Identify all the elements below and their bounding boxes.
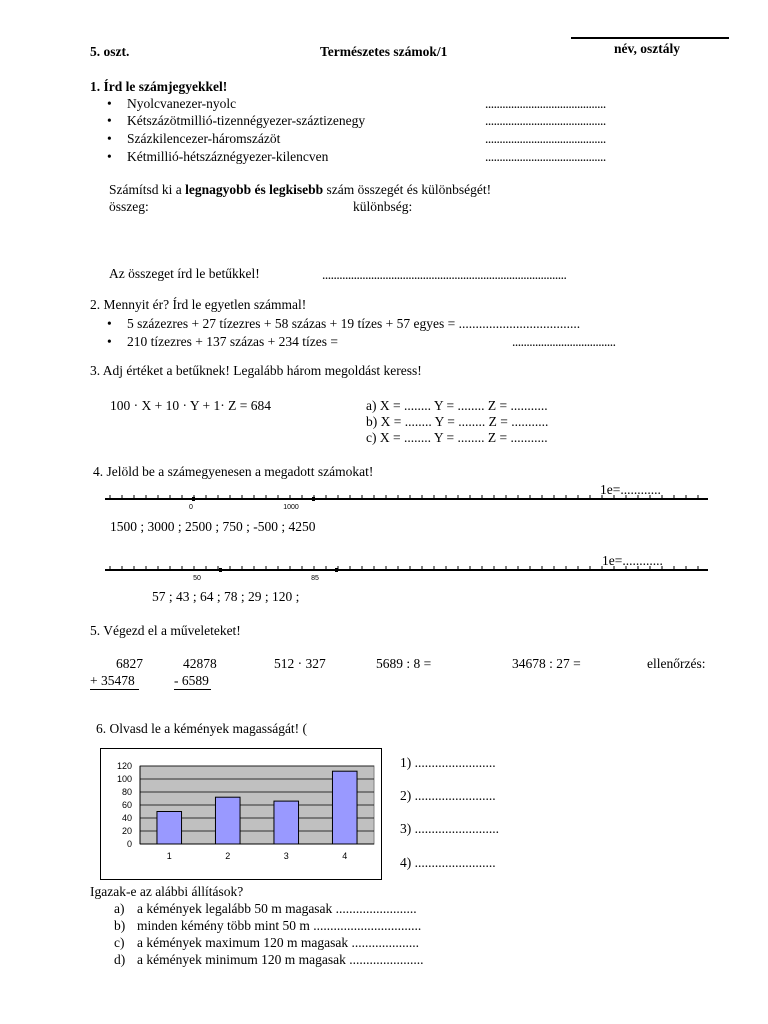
number-line-1[interactable] bbox=[100, 490, 712, 514]
q3-answer-a[interactable]: a) X = ........ Y = ........ Z = ........... bbox=[366, 398, 548, 413]
x-tick-label: 1 bbox=[166, 851, 172, 861]
q1-item: • Kétmillió-hétszáznégyezer-kilencven bbox=[127, 149, 328, 165]
q6-title: 6. Olvasd le a kémények magasságát! ( bbox=[96, 721, 308, 736]
fifty-mark bbox=[219, 568, 222, 572]
letters-answer-line[interactable]: ..................................................................................... bbox=[322, 267, 567, 282]
q1-item: • Százkilencezer-háromszázöt bbox=[127, 131, 280, 147]
division-1: 5689 : 8 = bbox=[376, 656, 432, 671]
y-tick-label: 80 bbox=[121, 787, 132, 797]
addition-top: 6827 bbox=[116, 656, 143, 671]
y-tick-label: 0 bbox=[126, 839, 132, 849]
difference-label: különbség: bbox=[353, 199, 413, 214]
chart-answer-3[interactable]: 3) ......................... bbox=[400, 821, 499, 836]
q1-item: • Kétszázötmillió-tizennégyezer-száztizenegy bbox=[127, 113, 365, 129]
q1-title: 1. Írd le számjegyekkel! bbox=[90, 79, 228, 94]
y-tick-label: 40 bbox=[121, 813, 132, 823]
q3-answer-b[interactable]: b) X = ........ Y = ........ Z = ........... bbox=[366, 414, 549, 429]
thousand-mark bbox=[312, 497, 315, 501]
bar-chimney-2 bbox=[215, 797, 240, 844]
chart-answer-4[interactable]: 4) ........................ bbox=[400, 855, 496, 870]
eighty-five-mark bbox=[335, 568, 338, 572]
q1-answer-line[interactable]: .......................................... bbox=[485, 113, 606, 128]
q4-title: 4. Jelöld be a számegyenesen a megadott számokat! bbox=[93, 464, 374, 479]
unit-label-2[interactable]: 1e=............ bbox=[602, 553, 663, 568]
bar-chimney-1 bbox=[157, 812, 182, 845]
statement-label: a) bbox=[114, 901, 125, 916]
q2-title: 2. Mennyit ér? Írd le egyetlen számmal! bbox=[90, 297, 307, 312]
tick-label-0: 0 bbox=[189, 504, 193, 511]
q2-answer-line[interactable]: .................................... bbox=[512, 334, 616, 349]
unit-label-1[interactable]: 1e=............ bbox=[600, 482, 661, 497]
q3-answer-c[interactable]: c) X = ........ Y = ........ Z = ........... bbox=[366, 430, 548, 445]
y-tick-label: 60 bbox=[121, 800, 132, 810]
multiplication: 512 · 327 bbox=[274, 656, 326, 671]
statement-a[interactable]: a kémények legalább 50 m magasak ........................ bbox=[137, 901, 417, 916]
addition-bottom: + 35478 bbox=[90, 673, 139, 690]
q1-answer-line[interactable]: .......................................... bbox=[485, 149, 606, 164]
statement-c[interactable]: a kémények maximum 120 m magasak .................... bbox=[137, 935, 419, 950]
zero-mark bbox=[192, 497, 195, 501]
y-tick-label: 20 bbox=[121, 826, 132, 836]
x-tick-label: 2 bbox=[225, 851, 231, 861]
bar-chimney-3 bbox=[274, 801, 299, 844]
subtraction-top: 42878 bbox=[183, 656, 217, 671]
tick-label-50: 50 bbox=[193, 575, 201, 582]
numbers-to-mark-1: 1500 ; 3000 ; 2500 ; 750 ; -500 ; 4250 bbox=[110, 519, 316, 534]
letters-label: Az összeget írd le betűkkel! bbox=[109, 266, 260, 281]
page-title: Természetes számok/1 bbox=[320, 44, 448, 59]
q2-item: • 210 tízezres + 137 százas + 234 tízes = bbox=[127, 334, 338, 350]
numbers-to-mark-2: 57 ; 43 ; 64 ; 78 ; 29 ; 120 ; bbox=[152, 589, 300, 604]
chart-answer-2[interactable]: 2) ........................ bbox=[400, 788, 496, 803]
grade-label: 5. oszt. bbox=[90, 44, 130, 59]
statement-label: d) bbox=[114, 952, 126, 967]
statement-label: b) bbox=[114, 918, 126, 933]
true-false-title: Igazak-e az alábbi állítások? bbox=[90, 884, 244, 899]
sum-label: összeg: bbox=[109, 199, 149, 214]
statement-label: c) bbox=[114, 935, 125, 950]
subtraction-bottom: - 6589 bbox=[174, 673, 209, 688]
statement-b[interactable]: minden kémény több mint 50 m ................................ bbox=[137, 918, 422, 933]
tick-label-85: 85 bbox=[311, 575, 319, 582]
chart-answer-1[interactable]: 1) ........................ bbox=[400, 755, 496, 770]
q1-answer-line[interactable]: .......................................... bbox=[485, 131, 606, 146]
q2-item[interactable]: • 5 százezres + 27 tízezres + 58 százas + 19 tízes + 57 egyes = .................................... bbox=[127, 316, 580, 332]
q3-equation: 100 · X + 10 · Y + 1· Z = 684 bbox=[110, 398, 271, 413]
x-tick-label: 3 bbox=[283, 851, 289, 861]
name-line[interactable] bbox=[571, 37, 729, 39]
q5-title: 5. Végezd el a műveleteket! bbox=[90, 623, 241, 638]
q1-sum-instruction: Számítsd ki a legnagyobb és legkisebb szám összegét és különbségét! bbox=[109, 182, 492, 197]
y-tick-label: 100 bbox=[116, 774, 132, 784]
statement-d[interactable]: a kémények minimum 120 m magasak ...................... bbox=[137, 952, 424, 967]
x-tick-label: 4 bbox=[342, 851, 348, 861]
name-class-label: név, osztály bbox=[614, 41, 680, 56]
q1-answer-line[interactable]: .......................................... bbox=[485, 96, 606, 111]
bar-chimney-4 bbox=[332, 771, 357, 844]
check-label: ellenőrzés: bbox=[647, 656, 706, 671]
number-line-2[interactable] bbox=[100, 561, 712, 585]
q3-title: 3. Adj értéket a betűknek! Legalább három megoldást keress! bbox=[90, 363, 422, 378]
chimney-height-chart bbox=[100, 748, 382, 880]
q1-item: • Nyolcvanezer-nyolc bbox=[127, 96, 236, 112]
y-tick-label: 120 bbox=[116, 761, 132, 771]
tick-label-1000: 1000 bbox=[283, 504, 299, 511]
division-2: 34678 : 27 = bbox=[512, 656, 581, 671]
